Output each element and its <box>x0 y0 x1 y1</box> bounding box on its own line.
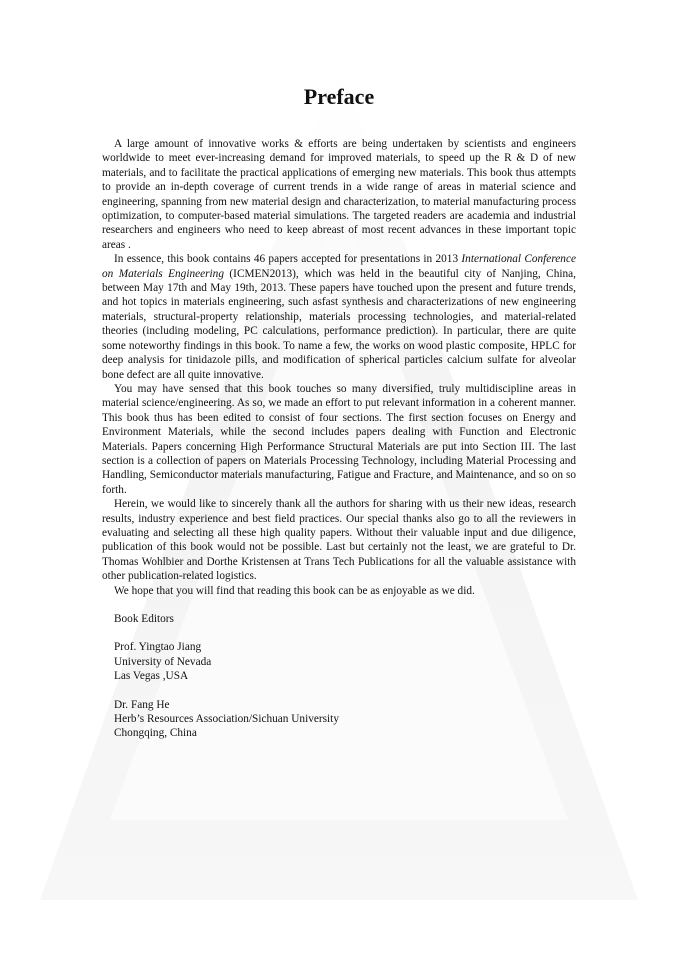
paragraph-conference <box>102 252 576 382</box>
page-title: Preface <box>303 84 375 109</box>
paragraph-conference-rest: (ICMEN2013), which was held in the beautiful city of Nanjing, China, between May 17th and May 19th, 2013. These papers have touched upon the present and future trends, and hot topics in materials engineering, such asfast synthesis and characterizations of new engineering materials, structural-property relationship, materials processing technologies, and material-related theories (including modeling, PC calculations, performance prediction). In particular, there are quite some noteworthy findings in this book. To name a few, the works on wood plastic composite, HPLC for deep analysis for tinidazole pills, and modification of spherical particles calcium sulfate for alveolar bone defect are all quite innovative. <box>102 267 576 381</box>
conference-name: International Conference on Materials Engineering <box>102 253 576 280</box>
paragraph-acknowledgements: Herein, we would like to sincerely thank all the authors for sharing with us their new ideas, research results, industry experience and best field practices. Our special thanks also go to all the reviewers in evaluating and selecting all these high quality papers. Without their valuable input and due diligence, publication of this book would not be possible. Last but certainly not the least, we are grateful to Dr. Thomas Wohlbier and Dorthe Kristensen at Trans Tech Publications for all the valuable assistance with other publication-related logistics. <box>102 498 576 583</box>
editor-2-location: Chongqing, China <box>114 727 197 740</box>
editor-1-affiliation: University of Nevada <box>114 655 212 668</box>
signature-block <box>102 612 576 741</box>
paragraph-sections: You may have sensed that this book touches so many diversified, truly multidiscipline areas in material science/engineering. As so, we made an effort to put relevant information in a coherent manner. This book thus has been edited to consist of four sections. The first section focuses on Energy and Environment Materials, while the second includes papers dealing with Function and Electronic Materials. Papers concerning High Performance Structural Materials are put into Section III. The last section is a collection of papers on Materials Processing Technology, including Material Processing and Handling, Semiconductor materials manufacturing, Fatigue and Fracture, and Maintenance, and so on so forth. <box>102 382 576 496</box>
editor-2-name: Dr. Fang He <box>114 698 170 711</box>
editor-2-affiliation: Herb’s Resources Association/Sichuan University <box>114 713 339 726</box>
paragraph-closing: We hope that you will find that reading this book can be as enjoyable as we did. <box>114 584 475 597</box>
paragraph-conference-start: In essence, this book contains 46 papers accepted for presentations in 2013 <box>114 253 462 266</box>
editor-1-name: Prof. Yingtao Jiang <box>114 641 202 654</box>
preface-content <box>102 83 576 741</box>
signature-heading: Book Editors <box>114 613 174 625</box>
editor-1-location: Las Vegas ,USA <box>114 670 189 683</box>
paragraph-intro: A large amount of innovative works & efforts are being undertaken by scientists and engineers worldwide to meet ever-increasing demand for improved materials, to speed up the R & D of new materials, and to facilitate the practical applications of emerging new materials. This book thus attempts to provide an in-depth coverage of current trends in a wide range of areas in material science and engineering, spanning from new material design and characterization, to material manufacturing process optimization, to computer-based material simulations. The targeted readers are academia and industrial researchers and engineers who need to keep abreast of most recent advances in these important topic areas . <box>102 138 576 251</box>
